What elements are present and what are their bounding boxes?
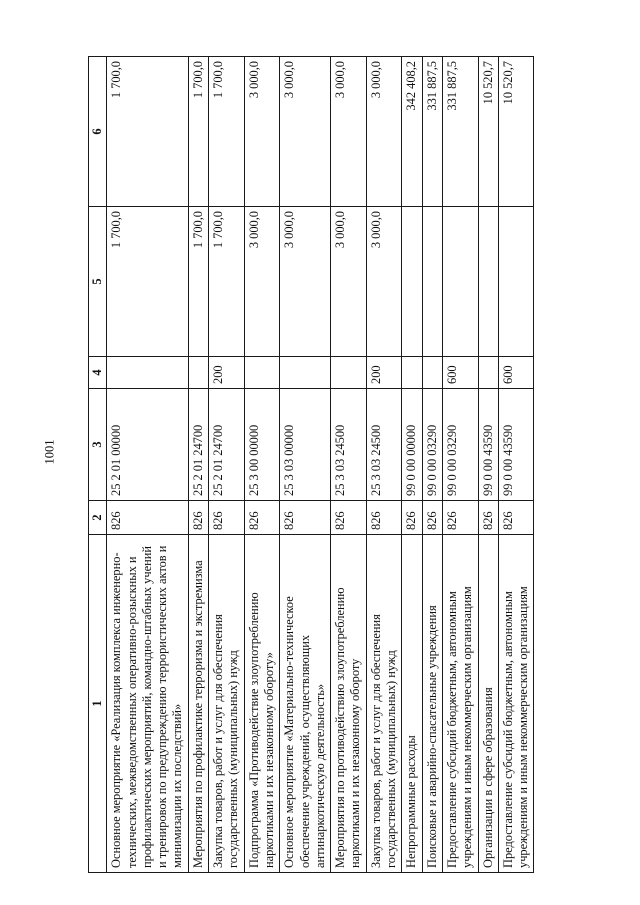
amount-col5-cell (422, 207, 442, 357)
amount-col5-cell (442, 207, 478, 357)
expense-type-cell (188, 357, 208, 389)
header-cell-5: 5 (89, 207, 107, 357)
amount-col6-cell: 1 700,0 (209, 57, 245, 207)
amount-col5-cell: 1 700,0 (107, 207, 188, 357)
expense-type-cell: 200 (366, 357, 402, 389)
admin-code-cell: 826 (478, 501, 498, 535)
header-cell-6: 6 (89, 57, 107, 207)
amount-col5-cell: 1 700,0 (209, 207, 245, 357)
amount-col6-cell: 1 700,0 (188, 57, 208, 207)
expense-type-cell (422, 357, 442, 389)
target-code-cell: 25 3 03 24500 (366, 389, 402, 501)
amount-col6-cell: 3 000,0 (331, 57, 367, 207)
expense-type-cell (107, 357, 188, 389)
row-name-cell: Закупка товаров, работ и услуг для обеспечения государственных (муниципальных) нужд (366, 535, 402, 873)
row-name-cell: Предоставление субсидий бюджетным, автономным учреждениям и иным некоммерческим организациям (498, 535, 534, 873)
amount-col6-cell: 331 887,5 (442, 57, 478, 207)
target-code-cell: 25 2 01 24700 (188, 389, 208, 501)
table-row (331, 57, 367, 873)
admin-code-cell: 826 (188, 501, 208, 535)
header-cell-1: 1 (89, 535, 107, 873)
row-name-cell: Непрограммные расходы (402, 535, 422, 873)
target-code-cell: 25 3 00 00000 (244, 389, 280, 501)
amount-col5-cell: 3 000,0 (244, 207, 280, 357)
amount-col5-cell (478, 207, 498, 357)
amount-col6-cell: 342 408,2 (402, 57, 422, 207)
target-code-cell: 25 2 01 24700 (209, 389, 245, 501)
amount-col6-cell: 3 000,0 (244, 57, 280, 207)
target-code-cell: 99 0 00 03290 (422, 389, 442, 501)
table-row (498, 57, 534, 873)
admin-code-cell: 826 (366, 501, 402, 535)
row-name-cell: Мероприятия по профилактике терроризма и экстремизма (188, 535, 208, 873)
budget-table-container (88, 57, 540, 873)
expense-type-cell (244, 357, 280, 389)
row-name-cell: Организации в сфере образования (478, 535, 498, 873)
table-row (422, 57, 442, 873)
row-name-cell: Предоставление субсидий бюджетным, автономным учреждениям и иным некоммерческим организациям (442, 535, 478, 873)
expense-type-cell (331, 357, 367, 389)
amount-col6-cell: 10 520,7 (478, 57, 498, 207)
table-row (209, 57, 245, 873)
expense-type-cell: 600 (498, 357, 534, 389)
row-name-cell: Поисковые и аварийно-спасательные учреждения (422, 535, 442, 873)
admin-code-cell: 826 (442, 501, 478, 535)
amount-col5-cell (498, 207, 534, 357)
row-name-cell: Закупка товаров, работ и услуг для обеспечения государственных (муниципальных) нужд (209, 535, 245, 873)
amount-col5-cell: 3 000,0 (331, 207, 367, 357)
amount-col6-cell: 3 000,0 (280, 57, 331, 207)
admin-code-cell: 826 (107, 501, 188, 535)
admin-code-cell: 826 (280, 501, 331, 535)
target-code-cell: 25 3 03 00000 (280, 389, 331, 501)
table-row (280, 57, 331, 873)
table-row (402, 57, 422, 873)
admin-code-cell: 826 (498, 501, 534, 535)
amount-col6-cell: 3 000,0 (366, 57, 402, 207)
admin-code-cell: 826 (244, 501, 280, 535)
amount-col5-cell: 3 000,0 (366, 207, 402, 357)
row-name-cell: Основное мероприятие «Реализация комплекса инженерно-технических, межведомственных оперативно-розыскных и профилактических мероприятий, командно-штабных учений и тренировок по предупреждению террористических актов и минимизации их последствий» (107, 535, 188, 873)
admin-code-cell: 826 (209, 501, 245, 535)
expense-type-cell (478, 357, 498, 389)
header-cell-2: 2 (89, 501, 107, 535)
target-code-cell: 99 0 00 43590 (498, 389, 534, 501)
budget-table (88, 56, 534, 873)
target-code-cell: 25 2 01 00000 (107, 389, 188, 501)
table-row (478, 57, 498, 873)
admin-code-cell: 826 (422, 501, 442, 535)
amount-col6-cell: 10 520,7 (498, 57, 534, 207)
table-row (244, 57, 280, 873)
header-cell-4: 4 (89, 357, 107, 389)
header-row (89, 57, 107, 873)
row-name-cell: Мероприятия по противодействию злоупотреблению наркотиками и их незаконному обороту (331, 535, 367, 873)
amount-col5-cell (402, 207, 422, 357)
expense-type-cell: 600 (442, 357, 478, 389)
table-row (442, 57, 478, 873)
table-row (107, 57, 188, 873)
amount-col5-cell: 1 700,0 (188, 207, 208, 357)
target-code-cell: 99 0 00 00000 (402, 389, 422, 501)
page-number: 1001 (42, 439, 57, 465)
amount-col6-cell: 331 887,5 (422, 57, 442, 207)
expense-type-cell (402, 357, 422, 389)
table-row (188, 57, 208, 873)
admin-code-cell: 826 (331, 501, 367, 535)
target-code-cell: 99 0 00 03290 (442, 389, 478, 501)
expense-type-cell: 200 (209, 357, 245, 389)
admin-code-cell: 826 (402, 501, 422, 535)
amount-col6-cell: 1 700,0 (107, 57, 188, 207)
target-code-cell: 25 3 03 24500 (331, 389, 367, 501)
row-name-cell: Подпрограмма «Противодействие злоупотреблению наркотиками и их незаконному обороту» (244, 535, 280, 873)
amount-col5-cell: 3 000,0 (280, 207, 331, 357)
table-row (366, 57, 402, 873)
row-name-cell: Основное мероприятие «Материально-техническое обеспечение учреждений, осуществляющих антинаркотическую деятельность» (280, 535, 331, 873)
header-cell-3: 3 (89, 389, 107, 501)
expense-type-cell (280, 357, 331, 389)
target-code-cell: 99 0 00 43590 (478, 389, 498, 501)
